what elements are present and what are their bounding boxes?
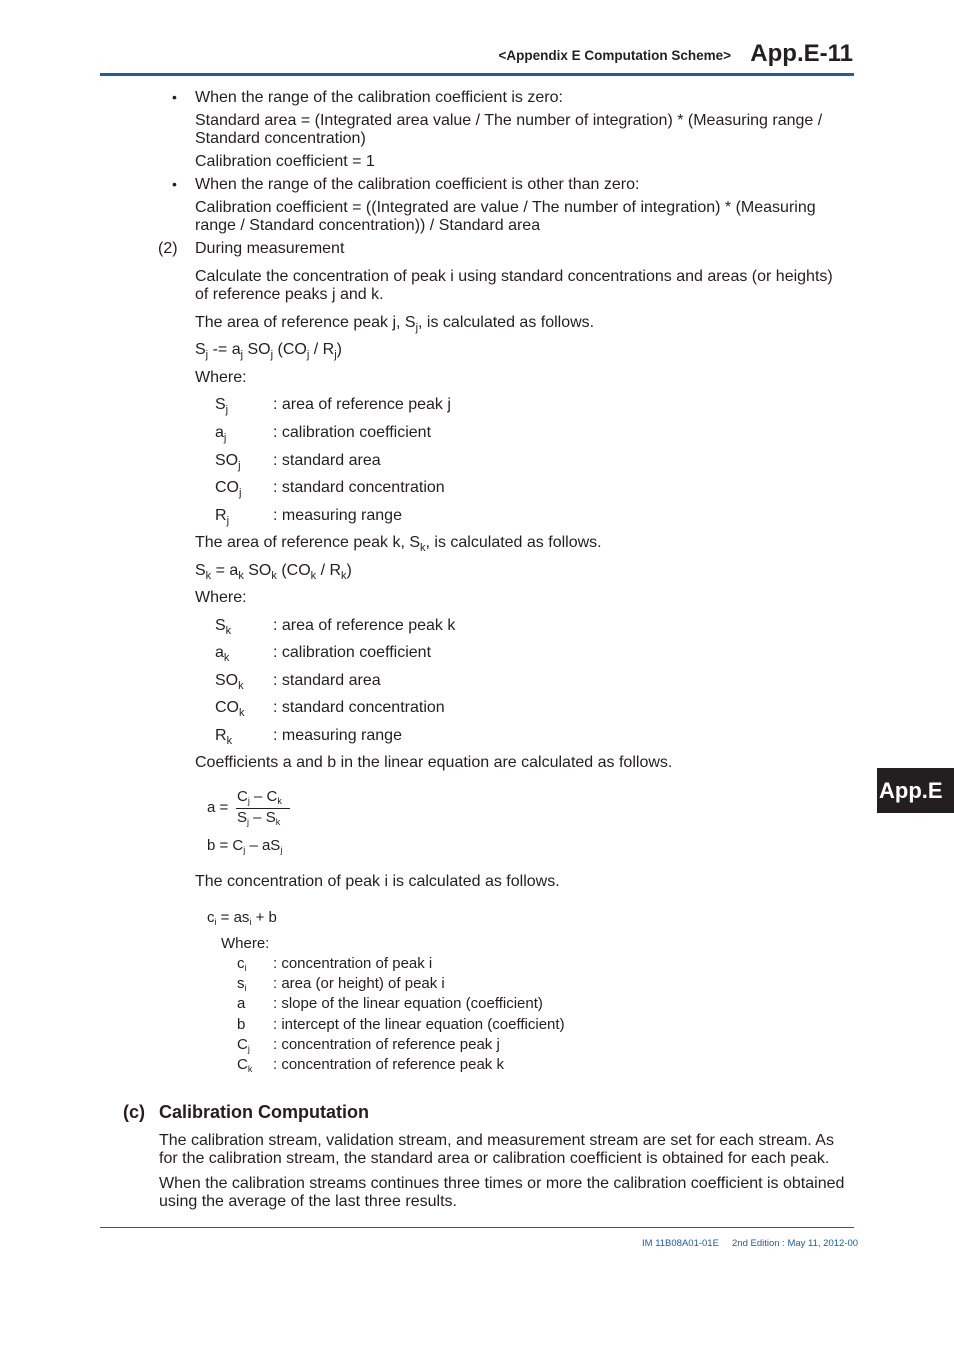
- def-description: : intercept of the linear equation (coefficient): [273, 1016, 565, 1033]
- def-description: : calibration coefficient: [273, 644, 432, 661]
- def-description: : standard area: [273, 672, 381, 689]
- def-symbol: $R_j$: [215, 507, 230, 527]
- def-description: : measuring range: [273, 727, 402, 744]
- def-symbol: $a_j$: [215, 424, 227, 444]
- paragraph-line: Calculate the concentration of peak i using standard concentrations and areas (or heights): [195, 268, 833, 285]
- def-description: : concentration of peak i: [273, 955, 433, 972]
- def-description: : area of reference peak j: [273, 396, 451, 413]
- bullet2-line1: Calibration coefficient = ((Integrated are value / The number of integration) * (Measuring: [195, 199, 816, 216]
- edition-info: 2nd Edition : May 11, 2012-00: [732, 1238, 859, 1249]
- bullet2-heading: When the range of the calibration coefficient is other than zero:: [195, 176, 640, 193]
- area-j-intro: The area of reference peak j, $S_j$, is calculated as follows.: [195, 314, 595, 334]
- area-k-intro: The area of reference peak k, $S_k$, is calculated as follows.: [195, 534, 602, 554]
- bullet1-line3: Calibration coefficient = 1: [195, 153, 375, 170]
- bullet2-line2: range / Standard concentration)) / Standard area: [195, 217, 541, 234]
- concentration-intro: The concentration of peak i is calculated as follows.: [195, 873, 560, 890]
- coefficients-intro: Coefficients a and b in the linear equation are calculated as follows.: [195, 754, 673, 771]
- where-label: Where:: [195, 369, 247, 386]
- subsection-number: (2): [158, 240, 178, 257]
- bullet1-line2: Standard concentration): [195, 130, 366, 147]
- bullet-icon: •: [172, 89, 177, 105]
- appendix-tab: App.E: [877, 768, 954, 813]
- def-symbol: $SO_k$: [215, 672, 244, 692]
- def-description: : area (or height) of peak i: [273, 975, 445, 992]
- def-symbol: a: [237, 995, 246, 1012]
- def-symbol: $s_i$: [237, 975, 247, 993]
- def-description: : area of reference peak k: [273, 617, 456, 634]
- equation-a-lhs: a =: [207, 799, 229, 816]
- def-symbol: $C_j$: [237, 1036, 250, 1054]
- bullet1-line1: Standard area = (Integrated area value / The number of integration) * (Measuring range /: [195, 112, 823, 129]
- formula-sk: $S_k = a_k$ $SO_k$ $(CO_k / R_k)$: [195, 562, 352, 582]
- fraction-denominator: $S_j - S_k$: [237, 809, 281, 827]
- where-label: Where:: [195, 589, 247, 606]
- def-symbol: $S_j$: [215, 396, 229, 416]
- bullet1-heading: When the range of the calibration coefficient is zero:: [195, 89, 563, 106]
- def-description: : concentration of reference peak k: [273, 1056, 504, 1073]
- header-subtitle: <Appendix E Computation Scheme>: [498, 48, 731, 63]
- def-symbol: $SO_j$: [215, 452, 241, 472]
- def-symbol: $a_k$: [215, 644, 230, 664]
- def-description: : measuring range: [273, 507, 402, 524]
- paragraph-line: using the average of the last three results.: [159, 1193, 457, 1210]
- fraction-numerator: $C_j - C_k$: [237, 788, 282, 806]
- footer-divider: [100, 1227, 854, 1228]
- section-heading: (c) Calibration Computation: [123, 1102, 369, 1122]
- def-symbol: b: [237, 1016, 246, 1033]
- formula-sj: $S_j -= a_j$ $SO_j$ $(CO_j / R_j)$: [195, 341, 342, 361]
- def-symbol: $S_k$: [215, 617, 232, 637]
- subsection-title: During measurement: [195, 240, 345, 257]
- def-description: : slope of the linear equation (coefficient): [273, 995, 543, 1012]
- equation-b: $b = C_j - aS_j$: [207, 837, 283, 855]
- def-description: : calibration coefficient: [273, 424, 432, 441]
- page-number: App.E-11: [750, 40, 853, 67]
- where-label: Where:: [221, 935, 270, 952]
- def-symbol: $CO_k$: [215, 699, 245, 719]
- document-id: IM 11B08A01-01E: [642, 1238, 719, 1249]
- def-description: : standard concentration: [273, 699, 445, 716]
- equation-ci: $c_i = as_i + b$: [207, 909, 277, 927]
- def-symbol: $CO_j$: [215, 479, 242, 499]
- bullet-icon: •: [172, 176, 177, 192]
- paragraph-line: of reference peaks j and k.: [195, 286, 384, 303]
- paragraph-line: When the calibration streams continues three times or more the calibration coefficient is obtained: [159, 1175, 845, 1192]
- def-symbol: $c_i$: [237, 955, 247, 973]
- paragraph-line: The calibration stream, validation stream, and measurement stream are set for each stream. As: [159, 1132, 834, 1149]
- def-symbol: $C_k$: [237, 1056, 253, 1074]
- header-divider: [100, 73, 854, 76]
- def-symbol: $R_k$: [215, 727, 233, 747]
- page-header: [0, 0, 954, 80]
- def-description: : standard area: [273, 452, 381, 469]
- def-description: : concentration of reference peak j: [273, 1036, 500, 1053]
- paragraph-line: for the calibration stream, the standard area or calibration coefficient is obtained for each peak.: [159, 1150, 830, 1167]
- def-description: : standard concentration: [273, 479, 445, 496]
